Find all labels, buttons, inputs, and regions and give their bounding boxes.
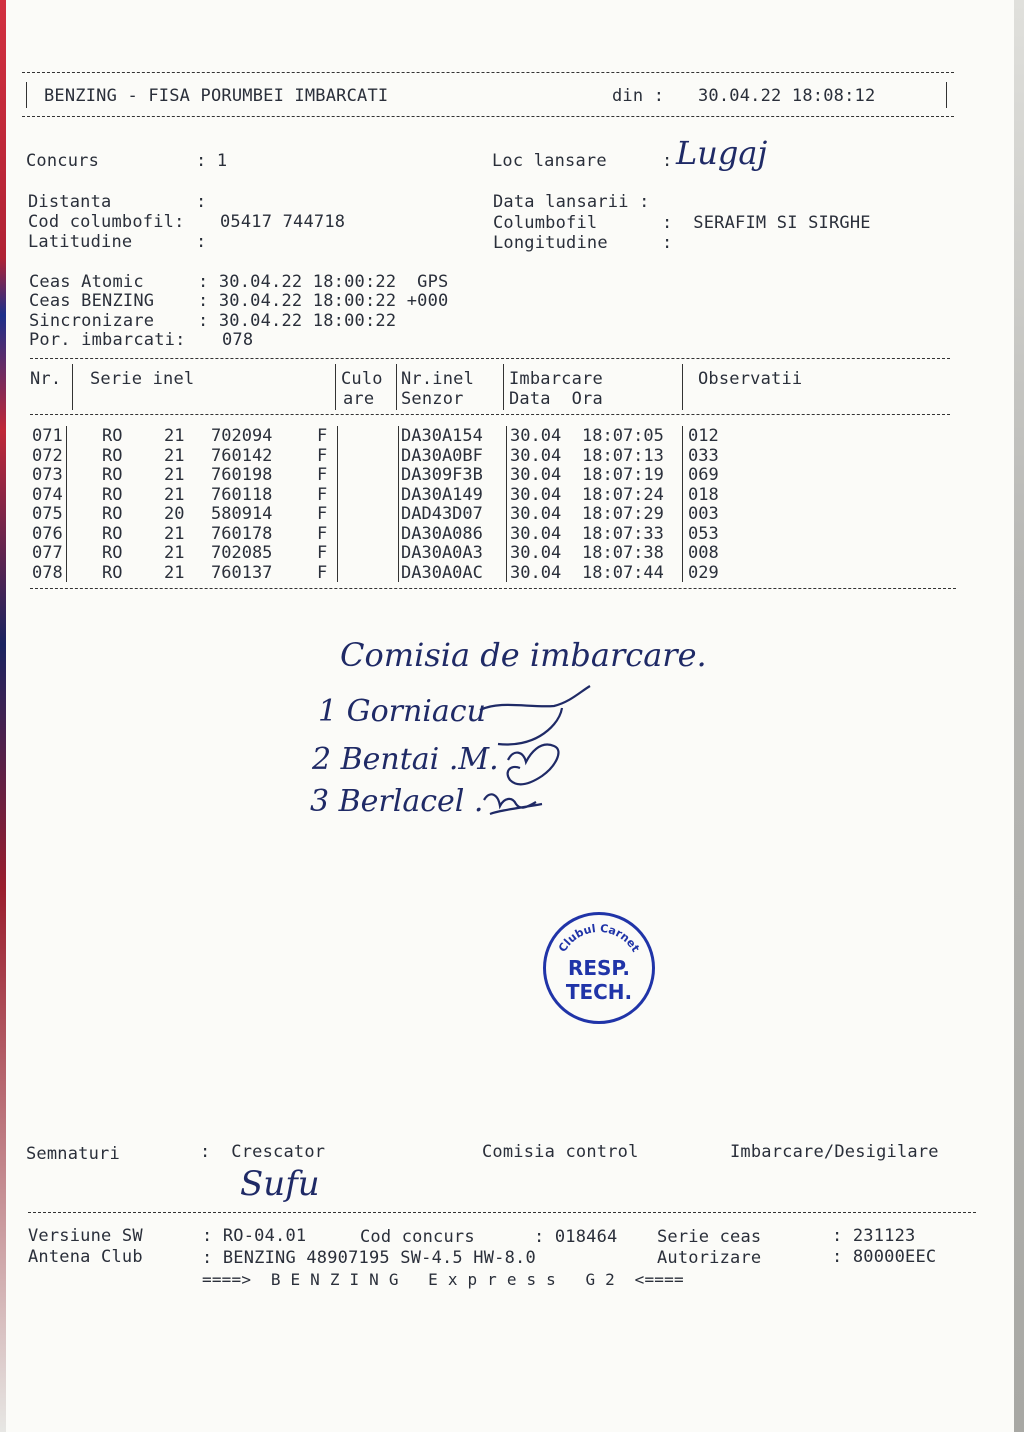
- header-din-label: din :: [612, 86, 665, 106]
- cell-sex: F: [317, 445, 328, 466]
- cell-year: 21: [164, 543, 185, 563]
- distanta-value: :: [196, 192, 207, 212]
- benzing-express-banner: ====> B E N Z I N G E x p r e s s G 2 <====: [202, 1270, 684, 1289]
- cell-country: RO: [102, 504, 123, 524]
- cell-time: 18:07:38: [582, 543, 664, 563]
- cell-ring: 702085: [211, 543, 273, 563]
- cell-ring: 760198: [211, 465, 273, 485]
- col-sep: [506, 426, 507, 582]
- col-header-culo: Culo: [341, 369, 383, 389]
- header-left-bar: [26, 82, 27, 108]
- por-imbarcati-label: Por. imbarcati:: [29, 330, 186, 350]
- cell-country: RO: [102, 523, 123, 544]
- concurs-label: Concurs: [26, 151, 100, 171]
- data-lansarii-label: Data lansarii :: [493, 192, 650, 212]
- cell-observatii: 033: [688, 445, 719, 466]
- cell-nr: 078: [32, 562, 63, 583]
- sincronizare-label: Sincronizare: [29, 311, 155, 331]
- cell-sex: F: [317, 562, 328, 583]
- semnaturi-label: Semnaturi: [26, 1144, 120, 1164]
- header-datetime: 30.04.22 18:08:12: [698, 86, 876, 106]
- col-header-serie: Serie inel: [90, 369, 195, 389]
- ceas-benzing-label: Ceas BENZING: [29, 291, 155, 311]
- col-sep: [72, 364, 73, 410]
- stamp-resp: RESP.: [567, 956, 631, 980]
- cell-sex: F: [317, 484, 328, 505]
- cell-nr: 072: [32, 445, 63, 466]
- cell-ring: 760178: [211, 523, 273, 544]
- cell-sensor: DA30A0A3: [401, 543, 483, 563]
- cell-observatii: 069: [688, 465, 719, 485]
- sincronizare-value: : 30.04.22 18:00:22: [198, 311, 397, 331]
- cell-year: 21: [164, 445, 185, 466]
- cell-ring: 760142: [211, 445, 273, 466]
- document-title: BENZING - FISA PORUMBEI IMBARCATI: [44, 86, 389, 106]
- cell-sex: F: [317, 465, 328, 485]
- cell-country: RO: [102, 465, 123, 485]
- autorizare-label: Autorizare: [657, 1248, 762, 1268]
- longitudine-label: Longitudine: [493, 233, 608, 253]
- cell-sex: F: [317, 426, 328, 446]
- cell-sensor: DA30A154: [401, 426, 483, 446]
- loc-lansare-colon: :: [662, 151, 673, 171]
- columbofil-label: Columbofil: [493, 213, 598, 233]
- col-sep: [335, 364, 336, 410]
- handwritten-member-2: 2 Bentai .M.: [312, 742, 499, 777]
- ceas-benzing-value: : 30.04.22 18:00:22 +000: [198, 291, 449, 311]
- header-top-rule: [22, 72, 954, 73]
- cell-sex: F: [317, 504, 328, 524]
- cell-nr: 075: [32, 504, 63, 524]
- cell-sensor: DA30A0BF: [401, 445, 483, 466]
- cell-observatii: 012: [688, 426, 719, 446]
- col-header-data-ora: Data Ora: [509, 389, 603, 409]
- col-header-observatii: Observatii: [698, 369, 803, 389]
- cell-date: 30.04: [510, 562, 562, 583]
- distanta-label: Distanta: [28, 192, 112, 212]
- por-imbarcati-value: 078: [222, 330, 254, 350]
- col-header-nrinel: Nr.inel: [401, 369, 475, 389]
- serie-ceas-value: : 231123: [832, 1226, 916, 1246]
- cell-year: 21: [164, 426, 185, 446]
- photo-edge-right: [1014, 0, 1024, 1432]
- latitudine-label: Latitudine: [28, 232, 133, 252]
- col-sep: [398, 426, 399, 582]
- col-header-senzor: Senzor: [401, 389, 464, 409]
- cell-observatii: 029: [688, 562, 719, 583]
- table-header-rule: [30, 414, 950, 415]
- cell-date: 30.04: [510, 445, 562, 466]
- table-bottom-rule: [30, 588, 956, 589]
- autorizare-value: : 80000EEC: [832, 1247, 937, 1267]
- cell-nr: 077: [32, 543, 63, 563]
- cell-nr: 074: [32, 484, 63, 505]
- svg-text:Clubul Carnet: Clubul Carnet: [555, 921, 643, 955]
- header-bottom-rule: [22, 116, 954, 117]
- imbarcare-desigilare-label: Imbarcare/Desigilare: [730, 1142, 939, 1162]
- cell-nr: 071: [32, 426, 63, 446]
- cell-sensor: DAD43D07: [401, 504, 483, 524]
- cell-observatii: 008: [688, 543, 719, 563]
- col-header-imbarcare: Imbarcare: [509, 369, 603, 389]
- cell-ring: 702094: [211, 426, 273, 446]
- col-sep: [337, 426, 338, 582]
- ceas-atomic-label: Ceas Atomic: [29, 272, 144, 292]
- loc-lansare-label: Loc lansare: [492, 151, 607, 171]
- cod-columbofil-label: Cod columbofil:: [28, 212, 185, 232]
- cell-time: 18:07:19: [582, 465, 664, 485]
- col-sep: [503, 364, 504, 410]
- crescator-label: : Crescator: [200, 1142, 326, 1162]
- cell-ring: 760137: [211, 562, 273, 583]
- cell-nr: 073: [32, 465, 63, 485]
- cell-sex: F: [317, 523, 328, 544]
- cell-time: 18:07:13: [582, 445, 664, 466]
- cod-concurs-value: : 018464: [534, 1227, 618, 1247]
- cell-date: 30.04: [510, 543, 562, 563]
- cell-sensor: DA30A149: [401, 484, 483, 505]
- cell-ring: 760118: [211, 484, 273, 505]
- cell-country: RO: [102, 484, 123, 505]
- cell-nr: 076: [32, 523, 63, 544]
- longitudine-value: :: [662, 233, 673, 253]
- cell-country: RO: [102, 543, 123, 563]
- cod-concurs-label: Cod concurs: [360, 1227, 475, 1247]
- cell-country: RO: [102, 562, 123, 583]
- cell-observatii: 018: [688, 484, 719, 505]
- cell-year: 21: [164, 562, 185, 583]
- cell-observatii: 003: [688, 504, 719, 524]
- serie-ceas-label: Serie ceas: [657, 1227, 762, 1247]
- cell-date: 30.04: [510, 484, 562, 505]
- cell-year: 20: [164, 504, 185, 524]
- columbofil-value: : SERAFIM SI SIRGHE: [662, 213, 871, 233]
- cell-year: 21: [164, 484, 185, 505]
- antena-club-label: Antena Club: [28, 1247, 143, 1267]
- cell-sensor: DA309F3B: [401, 465, 483, 485]
- col-sep: [66, 426, 67, 582]
- cell-date: 30.04: [510, 523, 562, 544]
- col-sep: [396, 364, 397, 410]
- concurs-value: : 1: [196, 151, 228, 171]
- col-header-culoare: are: [343, 389, 375, 409]
- commission-signatures: [470, 680, 610, 830]
- cell-country: RO: [102, 426, 123, 446]
- cell-date: 30.04: [510, 465, 562, 485]
- cell-time: 18:07:24: [582, 484, 664, 505]
- club-stamp: [543, 912, 655, 1024]
- cod-columbofil-value: 05417 744718: [220, 212, 346, 232]
- stamp-tech: TECH.: [565, 980, 633, 1004]
- crescator-signature: Sufu: [240, 1164, 320, 1204]
- col-sep: [682, 426, 683, 582]
- cell-time: 18:07:05: [582, 426, 664, 446]
- handwritten-member-3: 3 Berlacel .: [310, 784, 484, 819]
- col-header-nr: Nr.: [30, 369, 62, 389]
- loc-lansare-handwritten: Lugaj: [676, 134, 768, 172]
- cell-country: RO: [102, 445, 123, 466]
- cell-year: 21: [164, 465, 185, 485]
- cell-sensor: DA30A0AC: [401, 562, 483, 583]
- versiune-sw-label: Versiune SW: [28, 1226, 143, 1246]
- cell-time: 18:07:33: [582, 523, 664, 544]
- table-top-rule: [30, 358, 950, 359]
- col-sep: [682, 364, 683, 410]
- cell-year: 21: [164, 523, 185, 544]
- cell-time: 18:07:29: [582, 504, 664, 524]
- handwritten-commission-title: Comisia de imbarcare.: [340, 636, 707, 674]
- cell-date: 30.04: [510, 426, 562, 446]
- cell-observatii: 053: [688, 523, 719, 544]
- cell-sensor: DA30A086: [401, 523, 483, 544]
- latitudine-value: :: [196, 232, 207, 252]
- comisia-control-label: Comisia control: [482, 1142, 639, 1162]
- cell-date: 30.04: [510, 504, 562, 524]
- cell-ring: 580914: [211, 504, 273, 524]
- cell-time: 18:07:44: [582, 562, 664, 583]
- versiune-sw-value: : RO-04.01: [202, 1226, 307, 1246]
- antena-club-value: : BENZING 48907195 SW-4.5 HW-8.0: [202, 1248, 536, 1268]
- footer-rule: [28, 1212, 976, 1213]
- cell-sex: F: [317, 543, 328, 563]
- handwritten-member-1: 1 Gorniacu: [318, 694, 486, 729]
- header-right-bar: [946, 82, 947, 108]
- ceas-atomic-value: : 30.04.22 18:00:22 GPS: [198, 272, 449, 292]
